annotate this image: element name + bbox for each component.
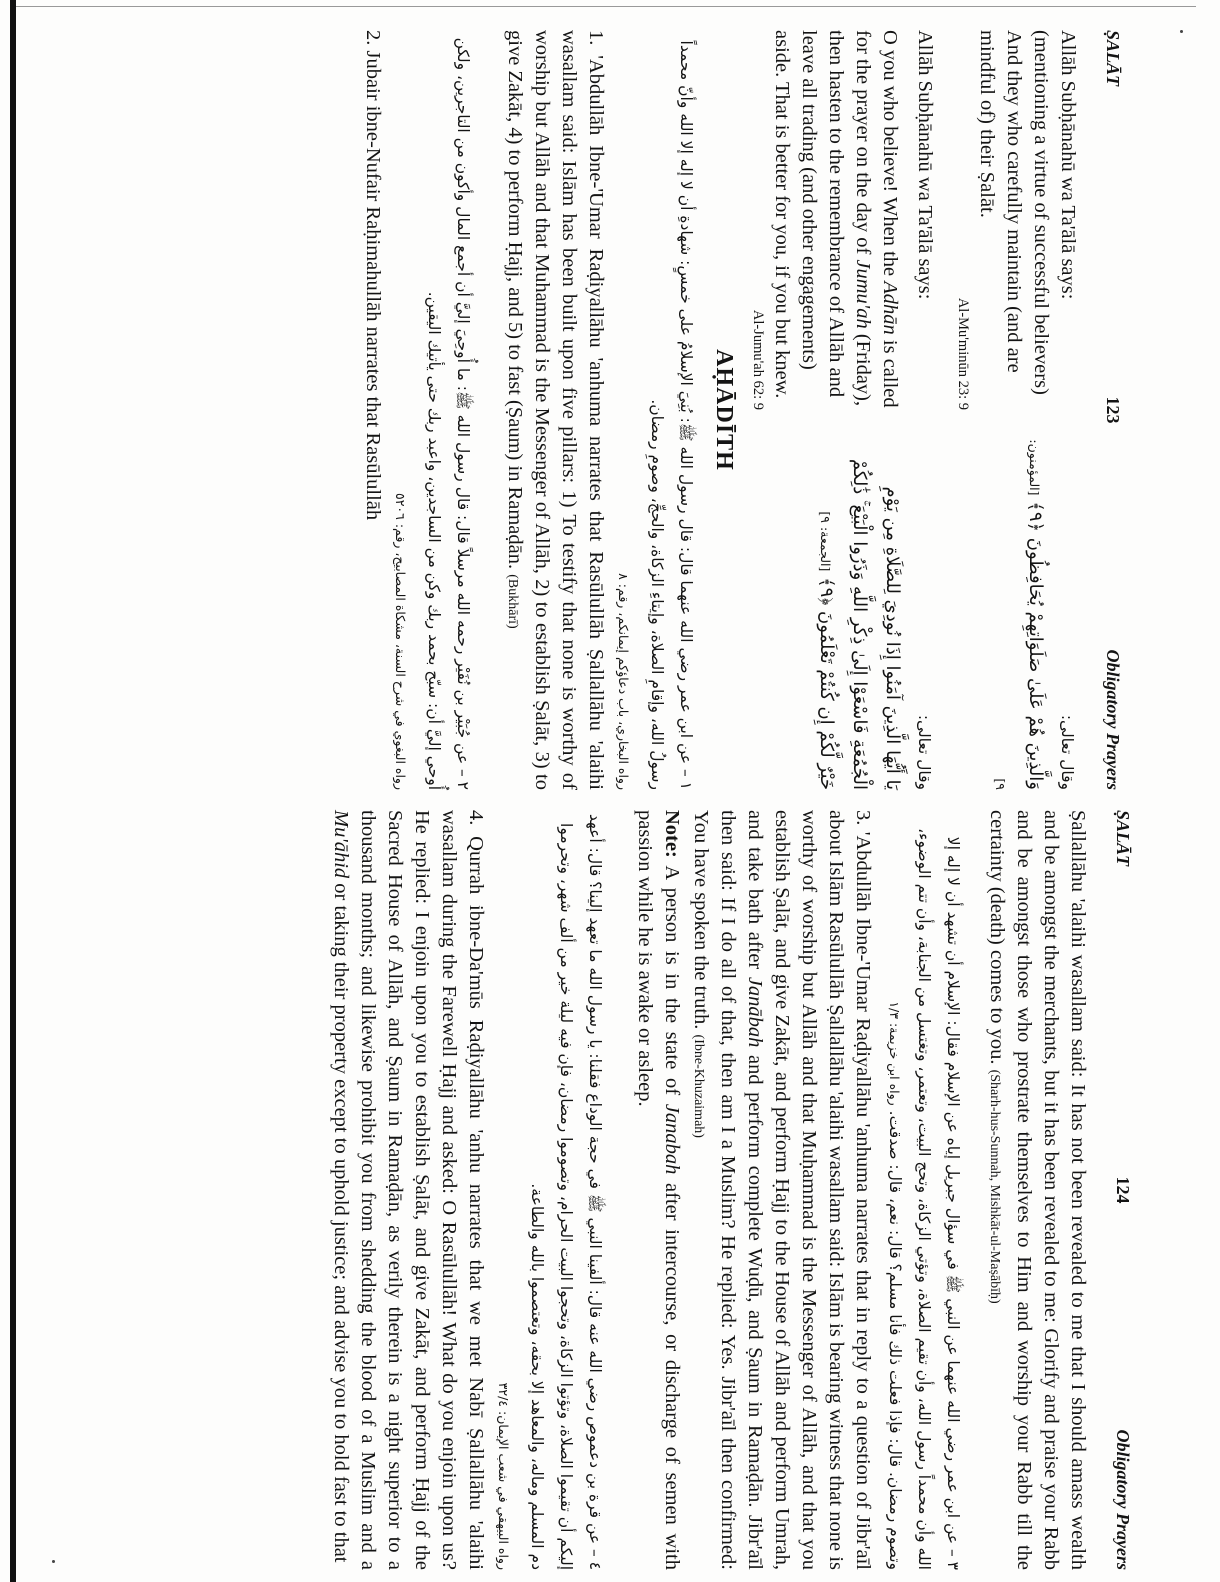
hadith-4-english-part-2: or taking their property except to uphold justice; and advise you to hold fast to that bbox=[330, 878, 352, 1563]
quran-1-arabic-verse: وَالَّذِينَ هُمْ عَلَىٰ صَلَوَاتِهِمْ يُحَافِظُونَ ﴿٩﴾ bbox=[1025, 501, 1046, 790]
running-head-left: ṢALĀT bbox=[1103, 30, 1123, 87]
scan-top-edge bbox=[16, 6, 1196, 7]
hadith-2-continued: Ṣallallāhu 'alaihi wasallam said: It has not been revealed to me that I should amass wealth and be amongst the merchants, but it has been revealed to me: Glorify and praise your Rabb and be amongst those who prostrate themselves to Him and worship your Rabb till the certainty (death) comes to you. bbox=[986, 810, 1089, 1570]
hadith-1-arabic-source: رواه البخاري، باب دعاؤكم إيمانكم، رقم: ٨ bbox=[616, 573, 631, 790]
hadith-2-arabic-source: رواه البغوي في شرح السنة، مشكاة المصابيح، رقم: ٥٢٠٦ bbox=[393, 492, 408, 790]
quran-2-reference: Al-Jumu'ah 62: 9 bbox=[750, 309, 766, 410]
quran-1-intro: Allāh Subḥānahū wa Ta'ālā says: bbox=[1057, 30, 1079, 300]
quran-1-english bbox=[954, 30, 1081, 410]
section-heading-ahadith: AḤĀDĪTH bbox=[711, 349, 737, 471]
quran-2-arabic-line bbox=[809, 430, 909, 790]
hadith-4-english-part-1: 4. Qurrah ibne-Da'mūs Raḍiyallāhu 'anhu narrates that we met Nabī Ṣallallāhu 'alaihi wasallam during the Farewell Ḥajj and asked: O Rasūlullāh! What do you enjoin upon us? He replied: I enjoin upon you to establish Ṣalāt, and give Zakāt, and perform Ḥajj of the Sacred House of Allāh, and Ṣaum in Ramaḍān, as verily therein is a night superior to a thousand months; and likewise prohibit you from shedding the blood of a Muslim and a bbox=[357, 810, 487, 1570]
quran-2-arabic-intro: وقال تعالى: bbox=[915, 714, 933, 790]
quran-2-verse-part-1: O you who believe! When the bbox=[879, 30, 901, 282]
quran-2-verse bbox=[768, 30, 903, 410]
quran-1-reference: Al-Mu'minūn 23: 9 bbox=[955, 297, 971, 410]
hadith-3-reference: (Ibne-Khuzaimah) bbox=[691, 1034, 706, 1138]
quran-2-verse-part-3: (Friday), then hasten to the remembrance of Allāh and leave all trading (and other engagements) aside. That is better for you, if you but knew. bbox=[771, 30, 874, 407]
running-head-right: Obligatory Prayers bbox=[1103, 649, 1123, 790]
book-page-123 bbox=[113, 30, 1123, 790]
quran-2-intro: Allāh Subḥānahū wa Ta'ālā says: bbox=[914, 30, 936, 300]
page-number: 124 bbox=[1113, 1176, 1133, 1204]
note-term-janabah: Janabah bbox=[661, 1103, 683, 1175]
spacer bbox=[483, 30, 499, 790]
spacer bbox=[615, 810, 631, 1570]
hadith-4-english-para bbox=[327, 810, 489, 1570]
hadith-1-english-para bbox=[499, 30, 609, 790]
hadith-3-english-part-2: and perform complete Wuḍū, and Ṣaum in Ramaḍān. Jibr'aīl then said: If I do all of that, then am I a Muslim? He replied: Yes. Jibr'aīl then confirmed: You have spoken the truth. bbox=[690, 810, 766, 1570]
hadith-3-term-janabah: Janābah bbox=[744, 976, 766, 1048]
quran-1-intro-note: (mentioning a virtue of successful believers) bbox=[1030, 30, 1052, 395]
hadith-1-english: 1. 'Abdullāh Ibne-'Umar Raḍiyallāhu 'anhuma narrates that Rasūlullāh Ṣallallāhu 'alaihi wasallam said: Islām has been built upon five pillars: 1) To testify that none is worthy of worship but Allāh and that Muhammad is the Messenger of Allāh, 2) to establish Ṣalāt, 3) to give Zakāt, 4) to perform Ḥajj, and 5) to fast (Ṣaum) in Ramaḍān. bbox=[504, 30, 607, 790]
hadith-4 bbox=[327, 810, 609, 1570]
scan-speck bbox=[1180, 30, 1183, 33]
quran-2-term-adhan: Adhān bbox=[879, 281, 901, 335]
hadith-4-arabic-source: رواه البيهقي في شعب الإيمان: ٣٢/٤ bbox=[496, 1382, 511, 1570]
hadith-3-english-para bbox=[685, 810, 876, 1570]
hadith-1-arabic: ١ – عن ابن عمر رضي الله عنهما قال: قال رسول الله ﷺ: بُنِيَ الإسلامُ على خمسٍ: شهادةِ أن لا إله إلا الله وأنّ محمداً رسولُ الله، وإقامِ الصلاة، وإيتاءِ الزكاة، والحجِّ، وصومِ رمضان. bbox=[648, 40, 695, 790]
running-head bbox=[1103, 810, 1133, 1570]
quran-1-arabic-line bbox=[984, 430, 1052, 790]
quran-1-arabic-intro: وقال تعالى: bbox=[1058, 714, 1076, 790]
quran-2-english bbox=[749, 30, 938, 410]
hadith-3-english-part-1: 3. 'Abdullāh Ibne-'Umar Raḍiyallāhu 'anhuma narrates that in reply to a question of Jibr'aīl about Islām Rasūlullāh Ṣallallāhu 'alaihi wasallam said: Islām is bearing witness that none is worthy of worship but Allāh and that Muḥammad is the Messenger of Allāh, and that you establish Ṣalāt, and give Zakāt, and perform Ḥajj to the House of Allāh and perform Umrah, and take bath after bbox=[744, 810, 874, 1570]
hadith-3-arabic: ٣ – عن ابن عمر رضي الله عنهما عن النبي ﷺ في سؤال جبريل إياه عن الإسلام فقال: الإسلام أن تشهد أن لا إله إلا الله وأن محمداً رسول الله، وأن تقيم الصلاة، وتؤتي الزكاة، وتحج البيت، وتعتمر، وتغتسل من الجنابة، وأن تتم الوضوء، وتصوم رمضان. قال: فإذا فعلت ذلك فأنا مسلم؟ قال: نعم، قال: صدقت. bbox=[886, 828, 962, 1570]
page-body bbox=[359, 30, 1081, 790]
quran-1-verse: And they who carefully maintain (and are mindful of) their Ṣalāt. bbox=[976, 30, 1025, 373]
quran-2-arabic-source: [الجمعة: ٩] bbox=[818, 511, 833, 572]
book-page-124 bbox=[123, 810, 1133, 1570]
note-label: Note: bbox=[661, 810, 683, 858]
hadith-1 bbox=[499, 30, 700, 790]
note-paragraph bbox=[631, 810, 685, 1570]
spacer bbox=[903, 30, 911, 410]
running-head-right: Obligatory Prayers bbox=[1113, 1429, 1133, 1570]
hadith-2-continued-para bbox=[981, 810, 1091, 1570]
quran-2-term-jumuah: Jumu'ah bbox=[852, 259, 874, 329]
running-head-left: ṢALĀT bbox=[1113, 810, 1133, 867]
hadith-4-term-muahid: Mu'āhid bbox=[330, 810, 352, 879]
hadith-3-arabic-para bbox=[880, 810, 967, 1570]
quran-1-arabic bbox=[954, 430, 1081, 790]
hadith-2-english: 2. Jubair ibne-Nufair Raḥimahullāh narrates that Rasūlullāh bbox=[362, 30, 384, 521]
quran-1-arabic-source: [المؤمنون: ٩] bbox=[993, 439, 1042, 790]
hadith-3-arabic-source: رواه ابن خزيمة: ١/٣ bbox=[887, 1001, 902, 1106]
note-text-part-1: A person is in the state of bbox=[661, 857, 683, 1104]
spacer bbox=[938, 30, 954, 790]
quran-2-arabic-verse: يَا أَيُّهَا الَّذِينَ آمَنُوا إِذَا نُودِيَ لِلصَّلَاةِ مِن يَوْمِ الْجُمُعَةِ فَاسْعَوْا إِلَىٰ ذِكْرِ اللَّهِ وَذَرُوا الْبَيْعَ ۚ ذَٰلِكُمْ خَيْرٌ لَّكُمْ إِن كُنتُمْ تَعْلَمُونَ ﴿٩﴾ bbox=[816, 458, 903, 790]
scan-speck bbox=[52, 1560, 55, 1563]
page-number: 123 bbox=[1103, 396, 1123, 424]
hadith-3 bbox=[631, 810, 967, 1570]
running-head bbox=[1093, 30, 1123, 790]
quran-block-1 bbox=[954, 30, 1081, 790]
note-text-part-2: after intercourse, or discharge of semen with passion while he is awake or asleep. bbox=[634, 810, 683, 1570]
hadith-4-arabic: ٤ – عن قرة بن دعموص رضي الله عنه قال: ألفينا النبي ﷺ في حجة الوداع فقلنا: يا رسول الله ما تعهد إلينا؟ قال: أعهد إليكم أن تقيموا الصلاة، وتؤتوا الزكاة، وتحجوا البيت الحرام، وتصوموا رمضان، فإن فيه ليلة خير من ألف شهر، وتحرموا دم المسلم وماله، والمعاهد إلا بحقه، وتعتصموا بالله والطاعة. bbox=[528, 813, 604, 1570]
quran-2-arabic bbox=[749, 430, 938, 790]
page-body bbox=[327, 810, 1091, 1570]
hadith-2-arabic: ٢ – عن جُبَيْر بن نُفَيْر رحمه الله مرسلاً قال: قال رسول الله ﷺ: ما أُوحِيَ إليَّ أن أجمع المال وأكون من التاجرين، ولكن أُوحي إليَّ أن: سبّح بحمد ربك وكن من الساجدين، واعبد ربك حتى يأتيك اليقين. bbox=[425, 37, 472, 790]
scan-binding-shadow bbox=[10, 0, 16, 1582]
quran-block-2 bbox=[749, 30, 938, 790]
hadith-2 bbox=[359, 30, 477, 790]
spacer bbox=[973, 810, 981, 1570]
hadith-1-reference: (Bukhārī) bbox=[505, 574, 520, 629]
hadith-2-reference: (Sharh-hus-Sunnah, Mishkāt-ul-Maṣābīḥ) bbox=[987, 1069, 1002, 1304]
quran-2-verse-part-2: is called for the prayer on the day of bbox=[852, 30, 901, 408]
